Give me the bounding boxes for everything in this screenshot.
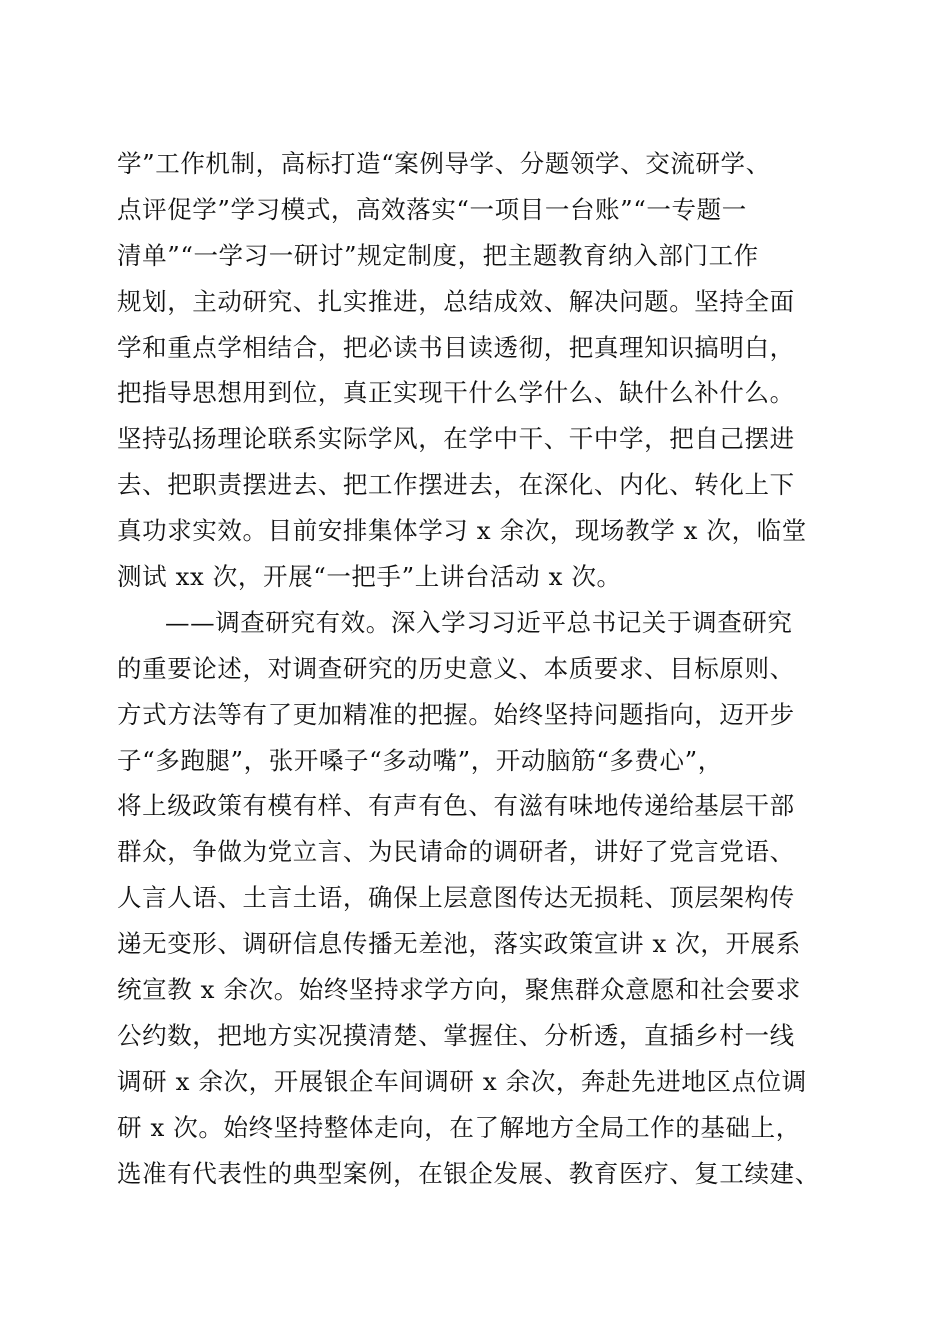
text-line: 的重要论述，对调查研究的历史意义、本质要求、目标原则、 [117,653,795,683]
text-line: 选准有代表性的典型案例，在银企发展、教育医疗、复工续建、 [117,1158,820,1188]
text-line: 把指导思想用到位，真正实现干什么学什么、缺什么补什么。 [117,378,795,408]
text-line: 调研 x 余次，开展银企车间调研 x 余次，奔赴先进地区点位调 [117,1066,807,1096]
text-line: 统宣教 x 余次。始终坚持求学方向，聚焦群众意愿和社会要求 [117,975,801,1005]
text-line: 坚持弘扬理论联系实际学风，在学中干、干中学，把自己摆进 [117,424,795,454]
text-line: 清单”“一学习一研讨”规定制度，把主题教育纳入部门工作 [117,240,759,270]
text-line: 真功求实效。目前安排集体学习 x 余次，现场教学 x 次，临堂 [117,516,807,546]
text-line: 学和重点学相结合，把必读书目读透彻，把真理知识搞明白， [117,332,795,362]
text-line: 子“多跑腿”，张开嗓子“多动嘴”，开动脑筋“多费心”， [117,745,723,775]
body-text [117,141,837,1196]
text-line: 群众，争做为党立言、为民请命的调研者，讲好了党言党语、 [117,837,795,867]
text-line: 学”工作机制，高标打造“案例导学、分题领学、交流研学、 [117,149,771,178]
text-line: 研 x 次。始终坚持整体走向，在了解地方全局工作的基础上， [117,1112,801,1142]
text-line: 规划，主动研究、扎实推进，总结成效、解决问题。坚持全面 [117,286,795,316]
text-line: 递无变形、调研信息传播无差池，落实政策宣讲 x 次，开展系 [117,929,801,959]
section-heading-line: ——调查研究有效。深入学习习近平总书记关于调查研究 [165,607,793,637]
text-line: 公约数，把地方实况摸清楚、掌握住、分析透，直插乡村一线 [117,1020,795,1050]
text-line: 人言人语、土言土语，确保上层意图传达无损耗、顶层架构传 [117,883,795,913]
text-line: 去、把职责摆进去、把工作摆进去，在深化、内化、转化上下 [117,470,795,500]
text-line: 点评促学”学习模式，高效落实“一项目一台账”“一专题一 [117,194,747,224]
text-line: 方式方法等有了更加精准的把握。始终坚持问题指向，迈开步 [117,699,795,729]
text-line: 测试 xx 次，开展“一把手”上讲台活动 x 次。 [117,562,622,592]
text-line: 将上级政策有模有样、有声有色、有滋有味地传递给基层干部 [117,791,795,821]
